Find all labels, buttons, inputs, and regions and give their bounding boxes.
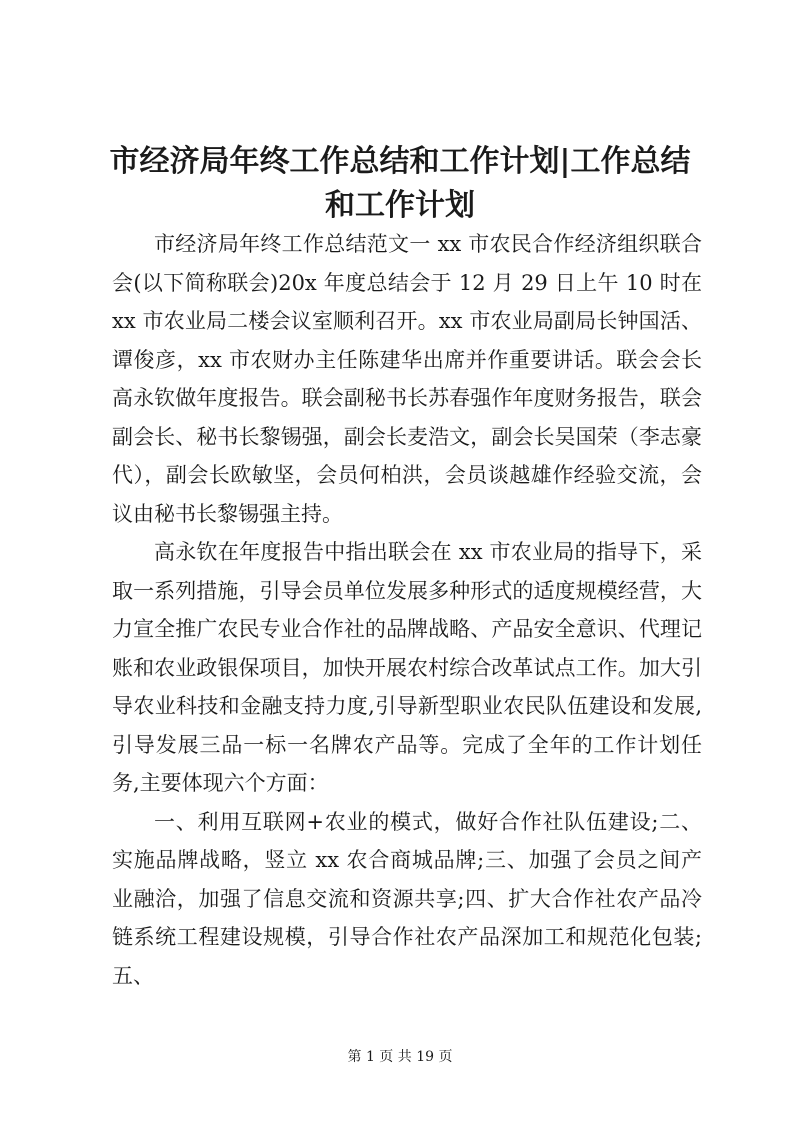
paragraph-3: 一、利用互联网+农业的模式，做好合作社队伍建设;二、实施品牌战略，竖立 xx 农合商城品牌;三、加强了会员之间产业融洽，加强了信息交流和资源共享;四、扩大合作社农产品冷链系统工程建设规模，引导合作社农产品深加工和规范化包装;五、 <box>112 809 702 988</box>
paragraph-1: 市经济局年终工作总结范文一 xx 市农民合作经济组织联合会(以下简称联会)20x 年度总结会于 12 月 29 日上午 10 时在 xx 市农业局二楼会议室顺利召开。xx 市农业局副局长钟国活、谭俊彦，xx 市农财办主任陈建华出席并作重要讲话。联会会长高永钦做年度报告。联会副秘书长苏春强作年度财务报告，联会副会长、秘书长黎锡强，副会长麦浩文，副会长吴国荣（李志豪代），副会长欧敏坚，会员何柏洪，会员谈越雄作经验交流，会议由秘书长黎锡强主持。 <box>112 232 702 526</box>
paragraph-2: 高永钦在年度报告中指出联会在 xx 市农业局的指导下，采取一系列措施，引导会员单位发展多种形式的适度规模经营，大力宣全推广农民专业合作社的品牌战略、产品安全意识、代理记账和农业政银保项目，加快开展农村综合改革试点工作。加大引导农业科技和金融支持力度,引导新型职业农民队伍建设和发展,引导发展三品一标一名牌农产品等。完成了全年的工作计划任务,主要体现六个方面： <box>112 540 702 795</box>
document-body <box>112 225 702 995</box>
page-number-footer: 第 1 页 共 19 页 <box>347 1049 453 1065</box>
document-title: 市经济局年终工作总结和工作计划|工作总结和工作计划 <box>109 144 691 223</box>
